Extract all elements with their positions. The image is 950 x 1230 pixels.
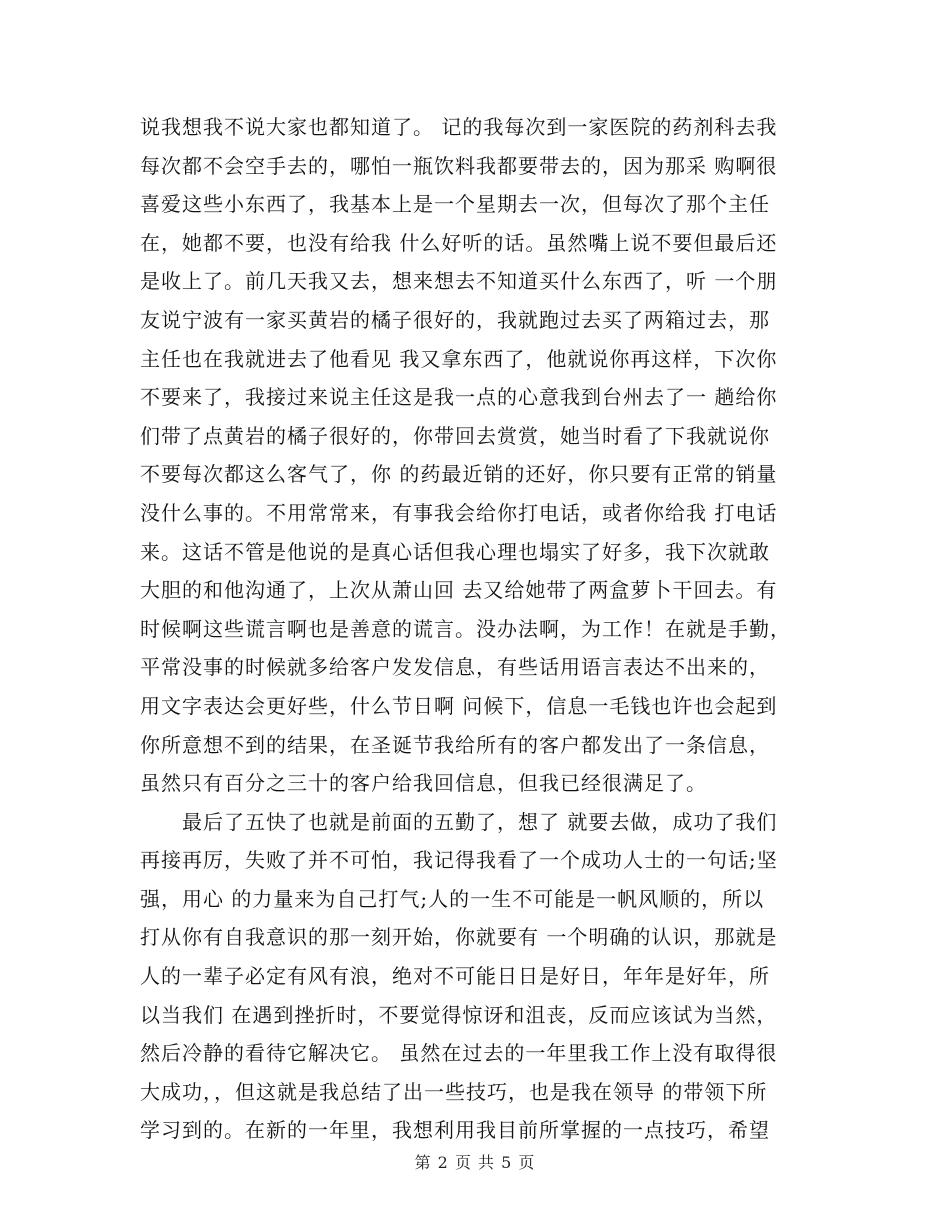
text-line: 在，她都不要，也没有给我 什么好听的话。虽然嘴上说不要但最后还 <box>140 230 778 255</box>
text-line: 主任也在我就进去了他看见 我又拿东西了，他就说你再这样，下次你 <box>140 346 778 371</box>
text-line: 以当我们 在遇到挫折时，不要觉得惊讶和沮丧，反而应该试为当然， <box>140 1002 778 1027</box>
text-line: 人的一辈子必定有风有浪，绝对不可能日日是好日，年年是好年，所 <box>140 964 770 989</box>
text-line: 们带了点黄岩的橘子很好的，你带回去赏赏，她当时看了下我就说你 <box>140 423 770 448</box>
text-line: 平常没事的时候就多给客户发发信息，有些话用语言表达不出来的， <box>140 655 770 680</box>
text-line: 大成功，，但这就是我总结了出一些技巧，也是我在领导 的带领下所 <box>140 1079 768 1104</box>
text-line: 打从你有自我意识的那一刻开始，你就要有 一个明确的认识，那就是 <box>140 925 778 950</box>
text-line: 学习到的。在新的一年里，我想利用我目前所掌握的一点技巧，希望 <box>140 1118 770 1143</box>
text-line: 用文字表达会更好些，什么节日啊 问候下，信息一毛钱也许也会起到 <box>140 693 778 718</box>
text-line: 友说宁波有一家买黄岩的橘子很好的，我就跑过去买了两箱过去，那 <box>140 307 770 332</box>
text-line: 虽然只有百分之三十的客户给我回信息，但我已经很满足了。 <box>140 771 707 796</box>
text-line: 每次都不会空手去的，哪怕一瓶饮料我都要带去的，因为那采 购啊很 <box>140 153 778 178</box>
body-text <box>140 108 820 1150</box>
text-line: 喜爱这些小东西了，我基本上是一个星期去一次，但每次了那个主任 <box>140 192 770 217</box>
text-line: 来。这话不管是他说的是真心话但我心理也塌实了好多，我下次就敢 <box>140 539 770 564</box>
page-number-footer: 第 2 页 共 5 页 <box>414 1153 536 1172</box>
text-line: 是收上了。前几天我又去，想来想去不知道买什么东西了，听 一个朋 <box>140 269 778 294</box>
text-line: 不要每次都这么客气了，你 的药最近销的还好，你只要有正常的销量 <box>140 462 778 487</box>
text-line: 不要来了，我接过来说主任这是我一点的心意我到台州去了一 趟给你 <box>140 385 778 410</box>
text-line: 最后了五快了也就是前面的五勤了，想了 就要去做，成功了我们 <box>140 809 778 834</box>
text-line: 说我想我不说大家也都知道了。 记的我每次到一家医院的药剂科去我 <box>140 115 778 139</box>
text-line: 强，用心 的力量来为自己打气;人的一生不可能是一帆风顺的，所以 <box>140 886 765 911</box>
text-line: 时候啊这些谎言啊也是善意的谎言。没办法啊，为工作！在就是手勤， <box>140 616 791 641</box>
text-line: 大胆的和他沟通了，上次从萧山回 去又给她带了两盒萝卜干回去。有 <box>140 578 778 603</box>
text-line: 你所意想不到的结果，在圣诞节我给所有的客户都发出了一条信息， <box>140 732 770 757</box>
text-line: 没什么事的。不用常常来，有事我会给你打电话，或者你给我 打电话 <box>140 500 778 525</box>
text-line: 再接再厉，失败了并不可怕，我记得我看了一个成功人士的一句话;坚 <box>140 848 778 873</box>
text-line: 然后冷静的看待它解决它。 虽然在过去的一年里我工作上没有取得很 <box>140 1041 778 1066</box>
